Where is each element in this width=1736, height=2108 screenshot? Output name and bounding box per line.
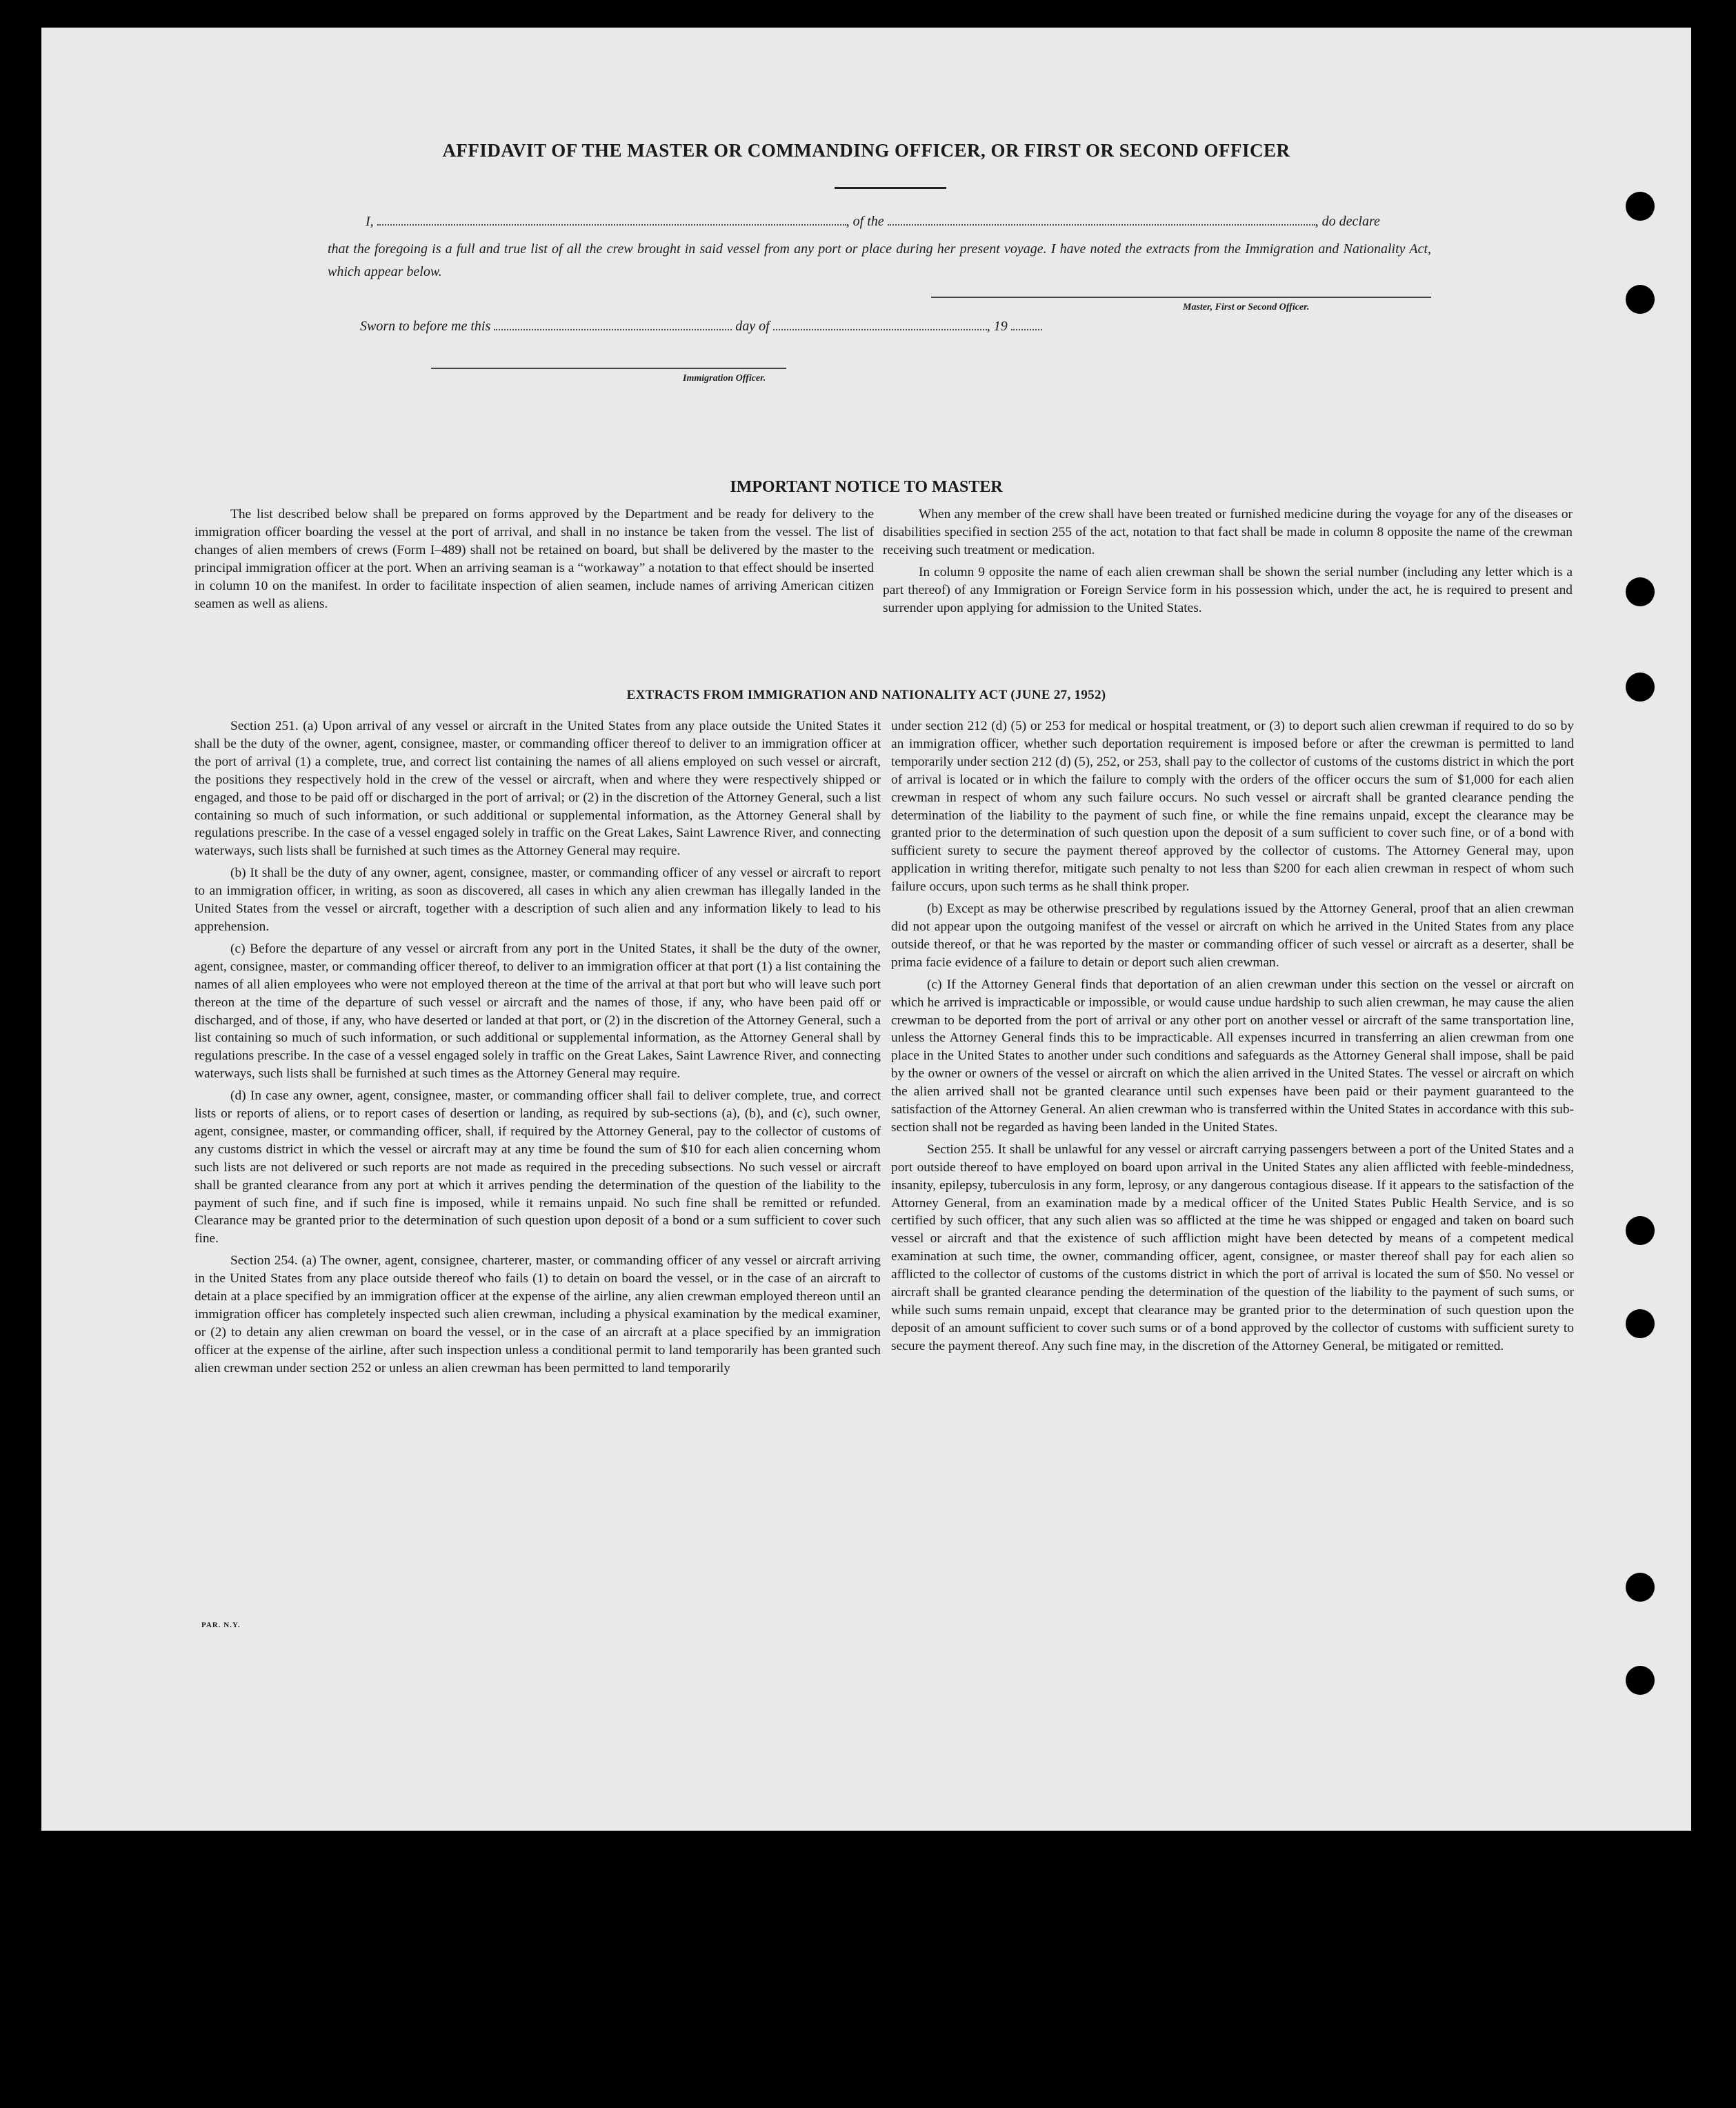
master-caption: Master, First or Second Officer. bbox=[1183, 302, 1310, 312]
notice-left-column bbox=[194, 506, 874, 617]
immigration-officer-signature-line[interactable] bbox=[431, 368, 786, 369]
notice-right-column bbox=[883, 506, 1573, 621]
section-paragraph: under section 212 (d) (5) or 253 for medical or hospital treatment, or (3) to deport such alien crewman if required to do so by an immigration officer, whether such deportation requirement is imposed before or after the crewman is permitted to land temporarily under section 212 (d) (5), 252, or 253, shall pay to the collector of customs of the customs district in which the port of arrival is located or in which the failure to comply with the orders of the officer occurs the sum of $1,000 for each alien crewman in respect of whom any such failure occurs. No such vessel or aircraft shall be granted clearance pending the determination of the liability to the payment of such fine, or while the fine remains unpaid, except the clearance may be granted prior to the determination of such question upon the deposit of a sum sufficient to cover such fine, or of a bond with sufficient surety to secure the payment thereof approved by the collector of customs. The Attorney General may, upon application in writing therefor, mitigate such penalty to not less than $200 for each alien crewman in respect of whom such failure occurs, upon such terms as he shall think proper. bbox=[891, 719, 1574, 895]
do-declare-label: , do declare bbox=[1315, 214, 1380, 229]
section-paragraph: (d) In case any owner, agent, consignee, master, or commanding officer shall fail to deliver complete, true, and correct lists or reports of aliens, or to report cases of desertion or landing, as required by sub-sections (a), (b), and (c), such owner, agent, consignee, master, or commanding officer, shall, if required by the Attorney General, pay to the collector of customs of any customs district in which the vessel or aircraft may at any time be found the sum of $10 for each alien concerning whom such lists are not delivered or such reports are not made as required in the preceding subsections. No such vessel or aircraft shall be granted clearance from any port at which it arrives pending the determination of the question of the liability to the payment of such fine, and if such fine is imposed, while it remains unpaid. No such fine shall be remitted or refunded. Clearance may be granted prior to the determination of such question upon deposit of a bond or a sum sufficient to cover such fine. bbox=[194, 1088, 881, 1246]
extracts-title: EXTRACTS FROM IMMIGRATION AND NATIONALITY ACT (JUNE 27, 1952) bbox=[626, 688, 1106, 702]
sworn-line bbox=[360, 319, 1188, 335]
affidavit-title: AFFIDAVIT OF THE MASTER OR COMMANDING OFFICER, OR FIRST OR SECOND OFFICER bbox=[442, 140, 1290, 161]
punch-hole-5 bbox=[1626, 1216, 1655, 1245]
i-label: I, bbox=[366, 214, 374, 229]
sworn-month-field[interactable] bbox=[773, 329, 987, 330]
vessel-name-field[interactable] bbox=[888, 224, 1315, 226]
notice-paragraph: In column 9 opposite the name of each alien crewman shall be shown the serial number (including any letter which is a part thereof) of any Immigration or Foreign Service form in his possession which, under the act, he is required to present and surrender upon applying for admission to the United States. bbox=[883, 564, 1573, 615]
sworn-label: Sworn to before me this bbox=[360, 319, 491, 334]
notice-paragraph: The list described below shall be prepared on forms approved by the Department and be ready for delivery to the immigration officer boarding the vessel at the port of arrival, and shall in no instance be taken from the vessel. The list of changes of alien members of crews (Form I–489) shall not be retained on board, but shall be delivered by the master to the principal immigration officer at the port. When an arriving seaman is a “workaway” a notation to that effect should be inserted in column 10 on the manifest. In order to facilitate inspection of alien seamen, include names of arriving American citizen seamen as well as aliens. bbox=[194, 507, 874, 611]
notice-paragraph: When any member of the crew shall have been treated or furnished medicine during the voyage for any of the diseases or disabilities specified in section 255 of the act, notation to that fact shall be made in column 8 opposite the name of the crewman receiving such treatment or medication. bbox=[883, 507, 1573, 557]
punch-hole-7 bbox=[1626, 1573, 1655, 1602]
section-paragraph: (c) If the Attorney General finds that deportation of an alien crewman under this section on the vessel or aircraft on which he arrived is impracticable or impossible, or would cause undue hardship to such alien crewman, he may cause the alien crewman to be deported from the port of arrival or any other port on another vessel or aircraft of the same transportation line, unless the Attorney General finds this to be impracticable. All expenses incurred in transferring an alien crewman from one place in the United States to another under such conditions and safeguards as the Attorney General shall impose, shall be paid by the owner or owners of the vessel or aircraft on which the alien arrived in the United States. The vessel or aircraft on which the alien arrived shall not be granted clearance until such expenses have been paid or their payment guaranteed to the satisfaction of the Attorney General. An alien crewman who is transferred within the United States in accordance with this sub-section shall not be regarded as having been landed in the United States. bbox=[891, 977, 1574, 1135]
section-paragraph: (c) Before the departure of any vessel or aircraft from any port in the United States, it shall be the duty of the owner, agent, consignee, master, or commanding officer thereof, to deliver to an immigration officer at that port (1) a list containing the names of all alien employees who were not employed thereon at the time of the arrival at that port but who will leave such port thereon at the time of the departure of such vessel or aircraft and the names of those, if any, who have been paid off or discharged, and of those, if any, who have deserted or landed at that port, or (2) in the discretion of the Attorney General, such a list containing so much of such information, or such additional or supplemental information, as the Attorney General shall by regulations prescribe. In the case of a vessel engaged solely in traffic on the Great Lakes, Saint Lawrence River, and connecting waterways, such lists shall be furnished at such times as the Attorney General may require. bbox=[194, 941, 881, 1082]
master-signature-line[interactable] bbox=[931, 297, 1431, 298]
punch-hole-6 bbox=[1626, 1309, 1655, 1338]
day-of-label: day of bbox=[735, 319, 770, 334]
extracts-left-column bbox=[194, 717, 881, 1382]
notice-title: IMPORTANT NOTICE TO MASTER bbox=[730, 478, 1003, 496]
title-underline bbox=[835, 187, 946, 189]
punch-hole-3 bbox=[1626, 577, 1655, 606]
declaration-text: that the foregoing is a full and true list of all the crew brought in said vessel from any port or place during her present voyage. I have noted the extracts from the Immigration and Nationality Act, which appear below. bbox=[328, 241, 1431, 279]
document-page bbox=[41, 28, 1691, 1831]
section-paragraph: (b) Except as may be otherwise prescribed by regulations issued by the Attorney General, proof that an alien crewman did not appear upon the outgoing manifest of the vessel or aircraft on which he arrived in the United States from any place outside thereof, or that he was reported by the master or commanding officer of such vessel or aircraft as a deserter, shall be prima facie evidence of a failure to detain or deport such alien crewman. bbox=[891, 902, 1574, 970]
sworn-year-field[interactable] bbox=[1011, 329, 1042, 330]
declarant-line bbox=[366, 214, 1435, 230]
extracts-right-column bbox=[891, 717, 1574, 1360]
section-paragraph: Section 254. (a) The owner, agent, consignee, charterer, master, or commanding officer of any vessel or aircraft arriving in the United States from any place outside thereof who fails (1) to detain on board the vessel, or in the case of an aircraft to detain at a place specified by an immigration officer at the expense of the airline, any alien crewman employed thereon until an immigration officer has completely inspected such alien crewman, including a physical examination by the medical examiner, or (2) to detain any alien crewman on board the vessel, or in the case of an aircraft at a place specified by an immigration officer at the expense of the airline, after such inspection unless a conditional permit to land temporarily has been granted such alien crewman under section 252 or unless an alien crewman has been permitted to land temporarily bbox=[194, 1253, 881, 1375]
immigration-officer-caption: Immigration Officer. bbox=[683, 373, 766, 384]
punch-hole-2 bbox=[1626, 285, 1655, 314]
section-paragraph: Section 255. It shall be unlawful for any vessel or aircraft carrying passengers between a port of the United States and a port outside thereof to have employed on board upon arrival in the United States any alien afflicted with feeble-mindedness, insanity, epilepsy, tuberculosis in any form, leprosy, or any dangerous contagious disease. If it appears to the satisfaction of the Attorney General, from an examination made by a medical officer of the United States Public Health Service, and is so certified by such officer, that any such alien was so afflicted at the time he was shipped or engaged and taken on board such vessel or aircraft and that the existence of such affliction might have been detected by means of a competent medical examination at such time, the owner, commanding officer, agent, consignee, or master thereof shall pay for each alien so afflicted to the collector of customs of the customs district in which the port of arrival is located the sum of $50. No vessel or aircraft shall be granted clearance pending the determination of the question of the liability to the payment of such sums, or while such sums remain unpaid, except that clearance may be granted prior to the determination of such question upon the deposit of an amount sufficient to cover such sums or of a bond approved by the collector of customs with sufficient surety to secure the payment thereof. Any such fine may, in the discretion of the Attorney General, be mitigated or remitted. bbox=[891, 1142, 1574, 1353]
section-paragraph: (b) It shall be the duty of any owner, agent, consignee, master, or commanding officer of any vessel or aircraft to report to an immigration officer, in writing, as soon as discovered, all cases in which any alien crewman has illegally landed in the United States from the vessel or aircraft, together with a description of such alien and any information likely to lead to his apprehension. bbox=[194, 866, 881, 934]
of-the-label: , of the bbox=[846, 214, 884, 229]
printer-mark: PAR. N.Y. bbox=[201, 1621, 241, 1629]
sworn-day-field[interactable] bbox=[494, 329, 732, 330]
punch-hole-8 bbox=[1626, 1666, 1655, 1695]
year-label: , 19 bbox=[986, 319, 1008, 334]
punch-hole-1 bbox=[1626, 192, 1655, 221]
section-paragraph: Section 251. (a) Upon arrival of any vessel or aircraft in the United States from any place outside the United States it shall be the duty of the owner, agent, consignee, master, or commanding officer thereof to deliver to an immigration officer at the port of arrival (1) a complete, true, and correct list containing the names of all aliens employed on such vessel or aircraft, the positions they respectively hold in the crew of the vessel or aircraft, when and where they were respectively shipped or engaged, and those to be paid off or discharged in the port of arrival; or (2) in the discretion of the Attorney General, such a list containing so much of such information, or such additional or supplemental information, as the Attorney General shall by regulations prescribe. In the case of a vessel engaged solely in traffic on the Great Lakes, Saint Lawrence River, and connecting waterways, such lists shall be furnished at such times as the Attorney General may require. bbox=[194, 719, 881, 859]
declarant-name-field[interactable] bbox=[377, 224, 846, 226]
